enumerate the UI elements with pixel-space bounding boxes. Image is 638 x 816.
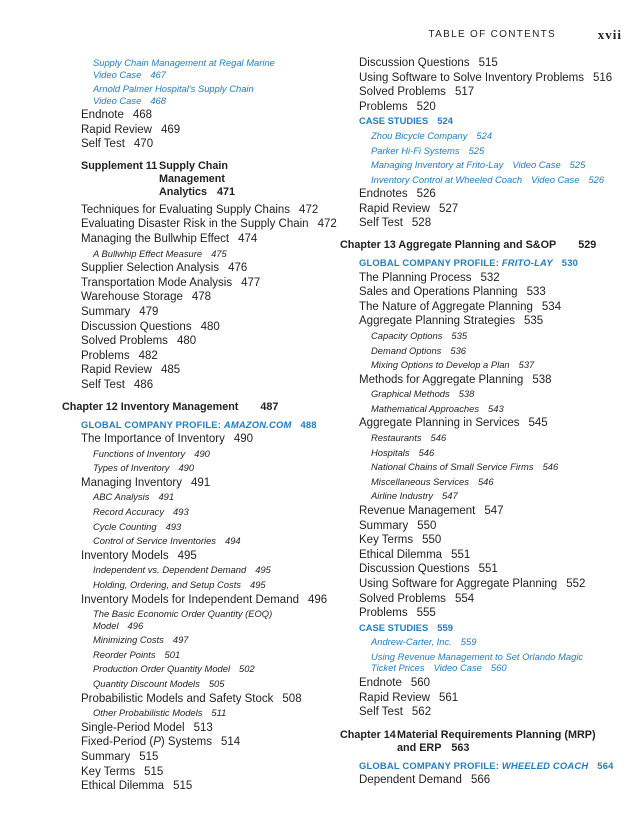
toc-case-entry: Arnold Palmer Hospital's Supply Chain Video Case 468	[93, 83, 254, 106]
toc-entry: Solved Problems 480	[81, 335, 197, 348]
toc-entry: Rapid Review 561	[359, 691, 459, 704]
toc-entry: Key Terms 515	[81, 765, 164, 778]
toc-subentry: Demand Options 536	[371, 344, 467, 356]
toc-subentry: Control of Service Inventories 494	[93, 535, 241, 547]
right-column	[340, 56, 630, 788]
toc-case-entry: Zhou Bicycle Company 524	[371, 129, 493, 141]
toc-entry: Discussion Questions 515	[359, 57, 498, 69]
toc-entry: Techniques for Evaluating Supply Chains 472	[81, 203, 319, 216]
toc-entry: The Planning Process 532	[359, 271, 500, 284]
toc-case-entry: Supply Chain Management at Regal Marine Video Case 467	[93, 57, 275, 80]
toc-entry: Problems 555	[359, 607, 436, 620]
toc-subentry: Minimizing Costs 497	[93, 634, 189, 646]
toc-subentry: Production Order Quantity Model 502	[93, 663, 255, 675]
toc-subentry: A Bullwhip Effect Measure 475	[93, 247, 227, 259]
header-label: TABLE OF CONTENTS	[428, 29, 556, 40]
toc-entry: Supplier Selection Analysis 476	[81, 262, 248, 275]
running-header	[0, 28, 638, 44]
toc-entry: Ethical Dilemma 515	[81, 780, 193, 793]
toc-subentry: The Basic Economic Order Quantity (EOQ) Model 496	[93, 608, 273, 631]
toc-entry: Key Terms 550	[359, 534, 442, 547]
toc-entry: Discussion Questions 551	[359, 563, 498, 576]
toc-entry: Rapid Review 485	[81, 364, 181, 377]
supplement-heading: Supplement 11 Supply Chain Management Analytics 471	[81, 159, 236, 198]
toc-entry: Managing the Bullwhip Effect 474	[81, 232, 258, 245]
toc-entry: Problems 520	[359, 100, 436, 113]
global-company-profile: GLOBAL COMPANY PROFILE: FRITO-LAY 530	[359, 256, 579, 268]
chapter-heading-14: Chapter 14 Material Requirements Planning (MRP) and ERP 563	[340, 728, 596, 754]
toc-subentry: Mathematical Approaches 543	[371, 402, 504, 414]
toc-subentry: ABC Analysis 491	[93, 491, 175, 503]
chapter-heading-13: Chapter 13 Aggregate Planning and S&OP 529	[340, 238, 597, 251]
toc-subentry: Cycle Counting 493	[93, 520, 182, 532]
toc-entry: Problems 482	[81, 349, 158, 362]
toc-entry: Using Software for Aggregate Planning 552	[359, 578, 586, 590]
toc-subentry: Miscellaneous Services 546	[371, 475, 494, 487]
toc-case-entry: Using Revenue Management to Set Orlando Magic Ticket Prices Video Case 560	[371, 650, 584, 674]
toc-subentry: Independent vs. Dependent Demand 495	[93, 564, 271, 576]
toc-entry: Sales and Operations Planning 533	[359, 286, 546, 299]
toc-entry: Summary 479	[81, 305, 159, 318]
toc-entry: Self Test 486	[81, 378, 154, 391]
toc-case-entry: Inventory Control at Wheeled Coach Video Case 526	[371, 173, 605, 185]
toc-case-entry: Managing Inventory at Frito-Lay Video Case 525	[371, 159, 586, 171]
toc-case-entry: Parker Hi-Fi Systems 525	[371, 144, 485, 156]
toc-entry: Summary 515	[81, 750, 159, 763]
toc-entry: Using Software to Solve Inventory Problems 516	[359, 71, 613, 84]
chapter-heading-12: Chapter 12 Inventory Management 487	[62, 400, 279, 413]
toc-subentry: Mixing Options to Develop a Plan 537	[371, 359, 535, 371]
header-page-number: xvii	[597, 27, 622, 42]
toc-entry: Revenue Management 547	[359, 505, 504, 518]
global-company-profile: GLOBAL COMPANY PROFILE: AMAZON.COM 488	[81, 418, 317, 430]
global-company-profile: GLOBAL COMPANY PROFILE: WHEELED COACH 564	[359, 759, 614, 771]
toc-entry: Aggregate Planning Strategies 535	[359, 315, 544, 328]
toc-entry: Warehouse Storage 478	[81, 291, 212, 304]
toc-subentry: Holding, Ordering, and Setup Costs 495	[93, 579, 266, 591]
toc-entry: Discussion Questions 480	[81, 320, 220, 333]
toc-subentry: Record Accuracy 493	[93, 506, 189, 518]
toc-entry: Solved Problems 554	[359, 592, 475, 605]
toc-entry: Fixed-Period (P) Systems 514	[81, 736, 241, 749]
toc-subentry: Airline Industry 547	[371, 490, 458, 502]
case-studies-heading: CASE STUDIES 524	[359, 115, 453, 127]
toc-entry: Single-Period Model 513	[81, 721, 213, 734]
toc-subentry: Functions of Inventory 490	[93, 447, 210, 459]
toc-entry: The Importance of Inventory 490	[81, 433, 254, 446]
toc-entry: Endnote 468	[81, 109, 153, 121]
toc-subentry: Capacity Options 535	[371, 329, 468, 341]
toc-entry: Ethical Dilemma 551	[359, 548, 471, 561]
toc-entry: Inventory Models 495	[81, 549, 197, 562]
toc-case-entry: Andrew-Carter, Inc. 559	[371, 636, 477, 648]
toc-entry: Managing Inventory 491	[81, 476, 211, 489]
toc-entry: Endnotes 526	[359, 188, 436, 201]
toc-entry: Dependent Demand 566	[359, 774, 491, 787]
toc-entry: Evaluating Disaster Risk in the Supply Chain 472	[81, 218, 337, 231]
toc-subentry: Quantity Discount Models 505	[93, 678, 225, 689]
toc-subentry: Other Probabilistic Models 511	[93, 707, 227, 719]
toc-entry: Methods for Aggregate Planning 538	[359, 373, 552, 386]
toc-entry: Solved Problems 517	[359, 86, 475, 99]
toc-entry: Self Test 562	[359, 706, 432, 719]
toc-entry: Transportation Mode Analysis 477	[81, 276, 261, 289]
left-column	[62, 56, 337, 794]
toc-entry: Self Test 528	[359, 217, 432, 230]
case-studies-heading: CASE STUDIES 559	[359, 621, 453, 633]
toc-subentry: Reorder Points 501	[93, 648, 181, 660]
toc-entry: Endnote 560	[359, 676, 431, 689]
toc-subentry: National Chains of Small Service Firms 546	[371, 461, 559, 473]
toc-entry: Inventory Models for Independent Demand 496	[81, 593, 328, 606]
toc-entry: Self Test 470	[81, 138, 154, 151]
toc-entry: Probabilistic Models and Safety Stock 508	[81, 692, 302, 705]
toc-subentry: Hospitals 546	[371, 446, 435, 458]
toc-subentry: Types of Inventory 490	[93, 462, 195, 474]
toc-entry: Aggregate Planning in Services 545	[359, 417, 548, 430]
toc-entry: Summary 550	[359, 519, 437, 532]
toc-subentry: Restaurants 546	[371, 432, 447, 444]
toc-entry: Rapid Review 469	[81, 123, 181, 136]
toc-entry: The Nature of Aggregate Planning 534	[359, 300, 562, 313]
toc-entry: Rapid Review 527	[359, 202, 459, 215]
toc-subentry: Graphical Methods 538	[371, 388, 475, 400]
